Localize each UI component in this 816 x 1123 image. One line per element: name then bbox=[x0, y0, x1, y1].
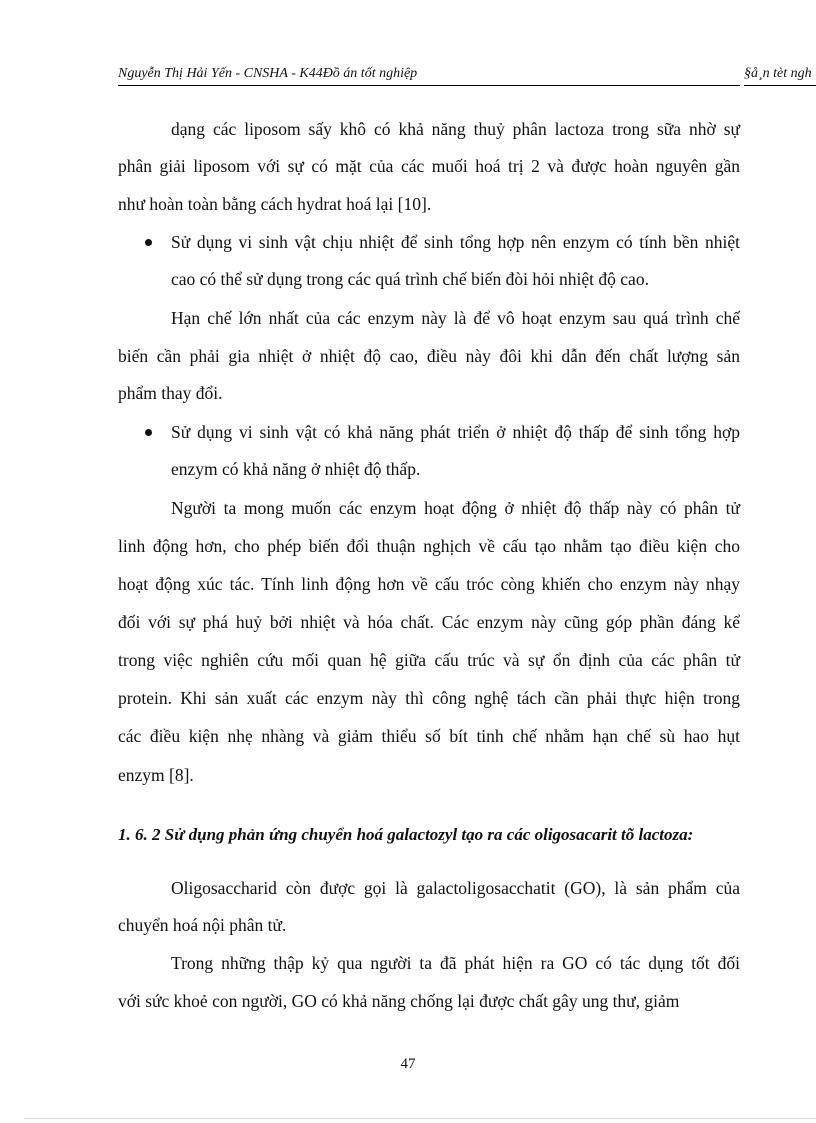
bullet-icon bbox=[145, 429, 152, 436]
text-line: đối với sự phá huỷ bởi nhiệt và hóa chất. Các enzym này cũng góp phần đáng kể bbox=[118, 612, 740, 632]
text-line: Sử dụng vi sinh vật có khả năng phát triển ở nhiệt độ thấp để sinh tổng hợp bbox=[171, 422, 740, 442]
text-line: enzym có khả năng ở nhiệt độ thấp. bbox=[171, 459, 421, 479]
header-right-text: §å¸n tèt ngh bbox=[744, 66, 812, 81]
text-line: trong việc nghiên cứu mối quan hệ giữa cấu trúc và sự ổn định của các phân tử bbox=[118, 650, 740, 670]
text-line: hoạt động xúc tác. Tính linh động hơn về cấu tróc còng khiến cho enzym này nhạy bbox=[118, 574, 740, 594]
text-line: phân giải liposom với sự có mặt của các muối hoá trị 2 và được hoàn nguyên gần bbox=[118, 156, 740, 176]
text-line: Oligosaccharid còn được gọi là galactoligosacchatit (GO), là sản phẩm của bbox=[171, 878, 740, 898]
text-line: cao có thể sử dụng trong các quá trình chế biến đòi hỏi nhiệt độ cao. bbox=[171, 269, 649, 289]
text-line: enzym [8]. bbox=[118, 765, 194, 785]
text-line: như hoàn toàn bằng cách hydrat hoá lại [10]. bbox=[118, 194, 432, 214]
page-number: 47 bbox=[400, 1056, 416, 1072]
text-line: protein. Khi sản xuất các enzym này thì công nghệ tách cần phải thực hiện trong bbox=[118, 688, 740, 708]
page-header bbox=[118, 62, 816, 88]
text-line: Trong những thập kỷ qua người ta đã phát hiện ra GO có tác dụng tốt đối bbox=[171, 953, 740, 973]
bullet-icon bbox=[145, 239, 152, 246]
footer-rule bbox=[24, 1118, 816, 1119]
text-line: các điều kiện nhẹ nhàng và giảm thiểu số bít tinh chế nhằm hạn chế sù hao hụt bbox=[118, 726, 740, 746]
text-line: biến cần phải gia nhiệt ở nhiệt độ cao, điều này đôi khi dẫn đến chất lượng sản bbox=[118, 346, 740, 366]
text-line: Người ta mong muốn các enzym hoạt động ở nhiệt độ thấp này có phân tử bbox=[171, 498, 740, 518]
header-author-title: Nguyễn Thị Hải Yến - CNSHA - K44Đồ án tốt nghiệp bbox=[118, 66, 418, 81]
text-line: với sức khoẻ con người, GO có khả năng chống lại được chất gây ung thư, giảm bbox=[118, 991, 680, 1011]
text-line: Sử dụng vi sinh vật chịu nhiệt để sinh tổng hợp nên enzym có tính bền nhiệt bbox=[171, 232, 740, 252]
text-line: dạng các liposom sấy khô có khả năng thuỷ phân lactoza trong sữa nhờ sự bbox=[171, 119, 740, 139]
header-rule bbox=[118, 85, 740, 86]
text-line: phẩm thay đổi. bbox=[118, 383, 223, 403]
text-line: linh động hơn, cho phép biến đổi thuận nghịch về cấu tạo nhằm tạo điều kiện cho bbox=[118, 536, 740, 556]
header-rule-right bbox=[744, 85, 816, 86]
text-line: chuyển hoá nội phân tử. bbox=[118, 915, 287, 935]
text-line: Hạn chế lớn nhất của các enzym này là để vô hoạt enzym sau quá trình chế bbox=[171, 308, 740, 328]
section-heading: 1. 6. 2 Sử dụng phản ứng chuyển hoá galactozyl tạo ra các oligosacarit tõ lactoza: bbox=[118, 825, 694, 844]
